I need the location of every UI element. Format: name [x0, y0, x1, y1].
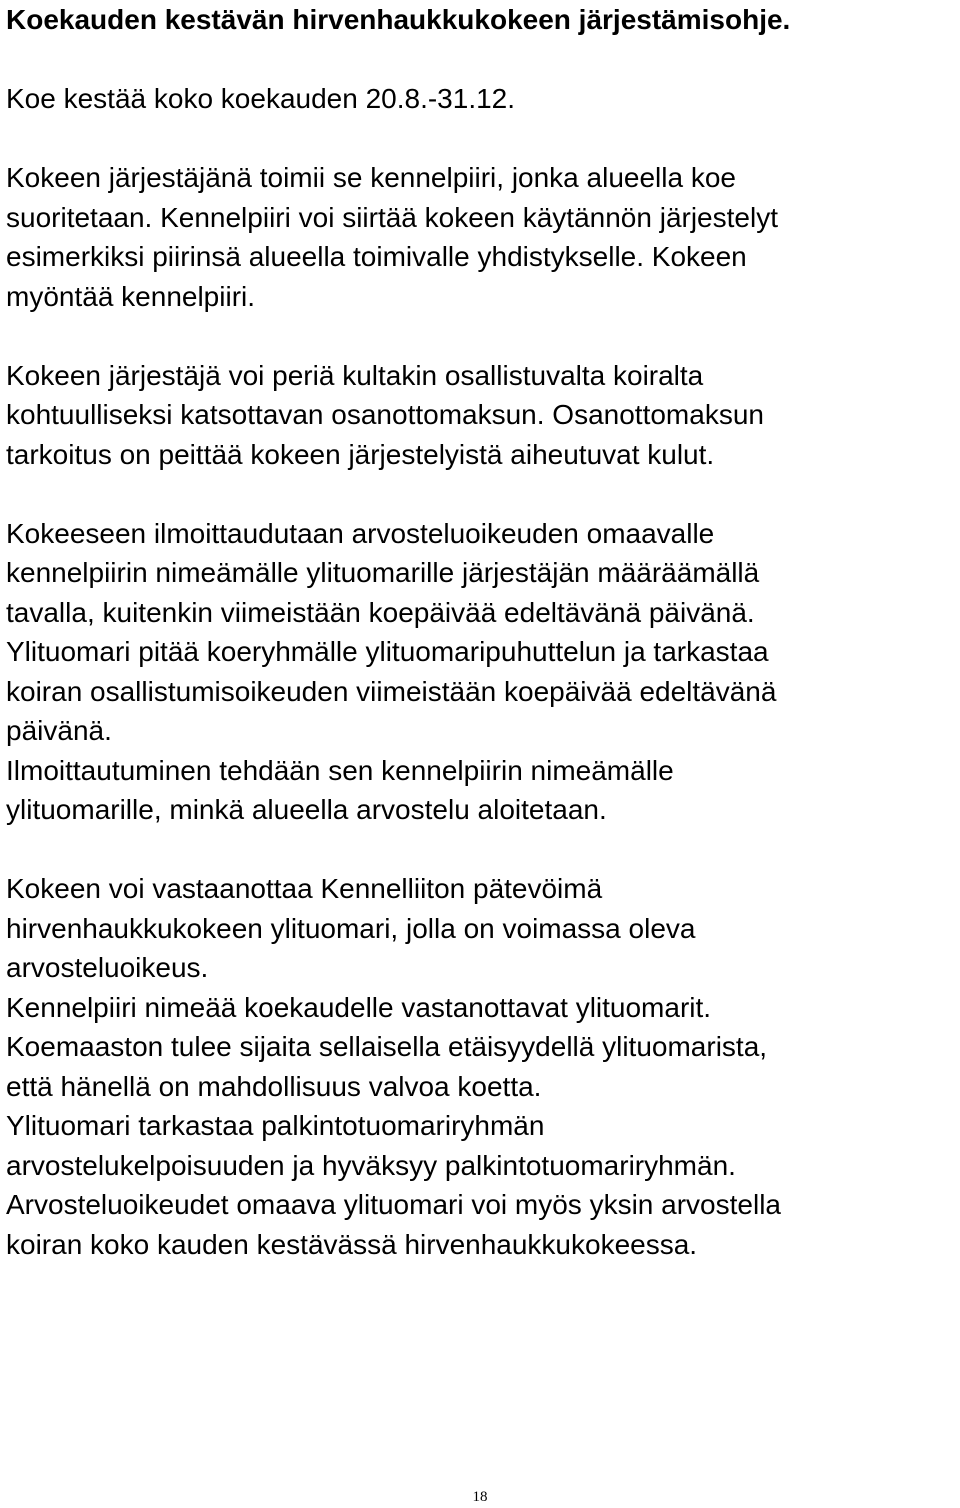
text-line: Ylituomari tarkastaa palkintotuomariryhmän — [6, 1110, 545, 1141]
text-line: ylituomarille, minkä alueella arvostelu aloitetaan. — [6, 794, 607, 825]
text-line: esimerkiksi piirinsä alueella toimivalle yhdistykselle. Kokeen — [6, 241, 747, 272]
paragraph-gap — [6, 830, 956, 870]
text-line: arvosteluoikeus. — [6, 952, 209, 983]
page-number: 18 — [472, 1489, 488, 1505]
paragraph-fee — [6, 356, 956, 475]
paragraph-registration — [6, 514, 956, 830]
paragraph-coe-period — [6, 79, 956, 119]
text-line: että hänellä on mahdollisuus valvoa koetta. — [6, 1070, 542, 1102]
text-line: hirvenhaukkukokeen ylituomari, jolla on voimassa oleva — [6, 912, 696, 944]
text-line: Ylituomari pitää koeryhmälle ylituomaripuhuttelun ja tarkastaa — [6, 636, 769, 667]
text-line: Kokeeseen ilmoittaudutaan arvosteluoikeuden omaavalle — [6, 517, 715, 549]
text-line: Kokeen järjestäjä voi periä kultakin osallistuvalta koiralta — [6, 359, 704, 391]
text-line: tavalla, kuitenkin viimeistään koepäivää edeltävänä päivänä. — [6, 596, 755, 628]
paragraph-organizer — [6, 158, 956, 316]
text-line: tarkoitus on peittää kokeen järjestelyistä aiheutuvat kulut. — [6, 438, 715, 470]
text-line: Kokeen järjestäjänä toimii se kennelpiiri, jonka alueella koe — [6, 162, 736, 193]
text-line: koiran osallistumisoikeuden viimeistään koepäivää edeltävänä — [6, 675, 777, 707]
text-line: Kennelpiiri nimeää koekaudelle vastanottavat ylituomarit. — [6, 991, 712, 1023]
text-line: arvostelukelpoisuuden ja hyväksyy palkintotuomariryhmän. — [6, 1149, 736, 1181]
text-line: Arvosteluoikeudet omaava ylituomari voi myös yksin arvostella — [6, 1189, 781, 1220]
paragraph-gap — [6, 474, 956, 514]
paragraph-gap — [6, 119, 956, 159]
text-line: päivänä. — [6, 715, 112, 746]
text-line: Koe kestää koko koekauden 20.8.-31.12. — [6, 83, 516, 114]
paragraph-gap — [6, 40, 956, 80]
text-line: Ilmoittautuminen tehdään sen kennelpiirin nimeämälle — [6, 754, 674, 786]
text-line: koiran koko kauden kestävässä hirvenhaukkukokeessa. — [6, 1228, 698, 1260]
paragraph-gap — [6, 316, 956, 356]
document-page — [6, 0, 956, 1264]
paragraph-judges — [6, 869, 956, 1264]
text-line: kohtuulliseksi katsottavan osanottomaksun. Osanottomaksun — [6, 399, 764, 430]
text-line: Kokeen voi vastaanottaa Kennelliiton pätevöimä — [6, 873, 603, 904]
text-line: kennelpiirin nimeämälle ylituomarille järjestäjän määräämällä — [6, 557, 760, 588]
document-title: Koekauden kestävän hirvenhaukkukokeen järjestämisohje. — [6, 4, 791, 35]
text-line: Koemaaston tulee sijaita sellaisella etäisyydellä ylituomarista, — [6, 1031, 768, 1062]
text-line: suoritetaan. Kennelpiiri voi siirtää kokeen käytännön järjestelyt — [6, 201, 778, 233]
text-line: myöntää kennelpiiri. — [6, 280, 256, 312]
